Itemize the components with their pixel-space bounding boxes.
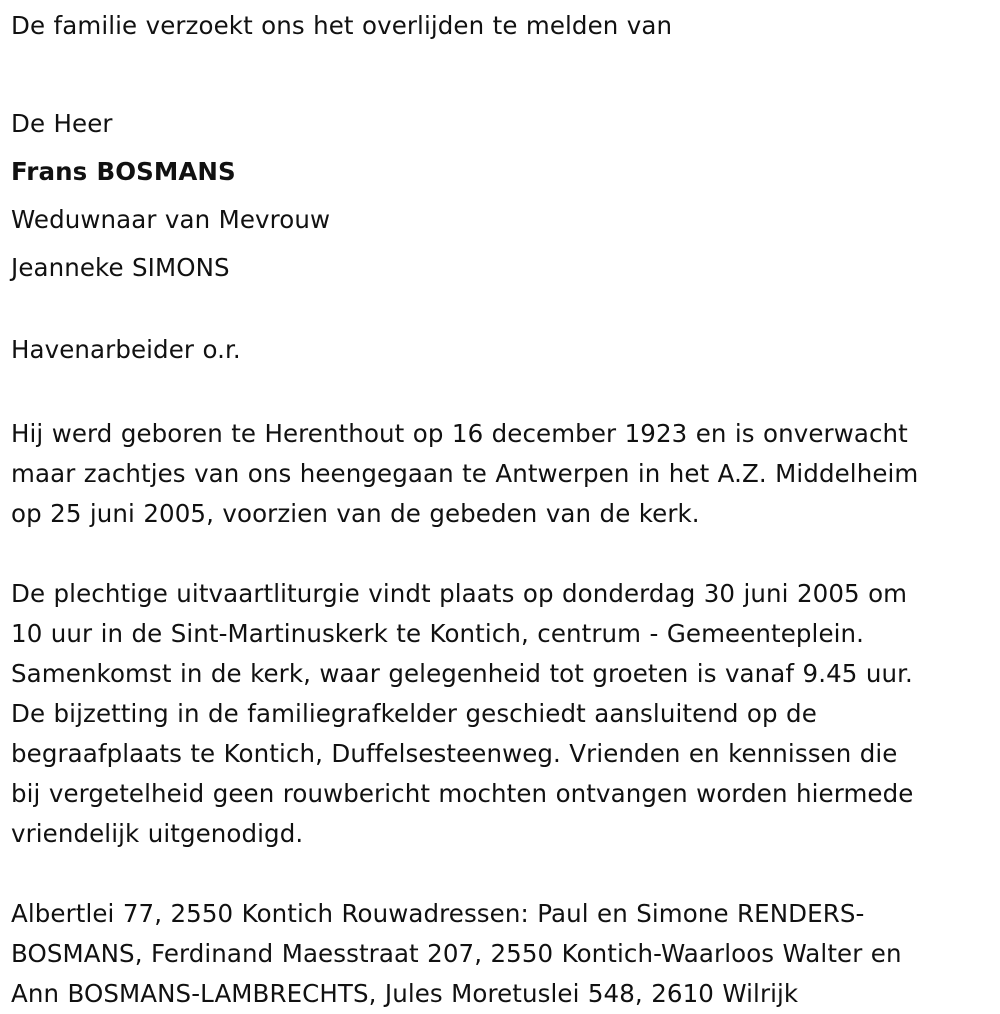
paragraph-line: De plechtige uitvaartliturgie vindt plaats op donderdag 30 juni 2005 om <box>11 579 908 608</box>
birth-death-paragraph <box>11 414 996 534</box>
paragraph-line: maar zachtjes van ons heengegaan te Antwerpen in het A.Z. Middelheim <box>11 459 919 488</box>
paragraph-line: bij vergetelheid geen rouwbericht mochten ontvangen worden hiermede <box>11 779 914 808</box>
paragraph-line: Albertlei 77, 2550 Kontich Rouwadressen: Paul en Simone RENDERS- <box>11 899 865 928</box>
paragraph-line: vriendelijk uitgenodigd. <box>11 819 304 848</box>
spacer <box>11 534 996 574</box>
spacer <box>11 298 996 332</box>
paragraph-line: De bijzetting in de familiegrafkelder geschiedt aansluitend op de <box>11 699 817 728</box>
paragraph-line: Ann BOSMANS-LAMBRECHTS, Jules Moretuslei 548, 2610 Wilrijk <box>11 979 799 1008</box>
obituary-notice <box>11 8 996 1014</box>
paragraph-line: begraafplaats te Kontich, Duffelsesteenweg. Vrienden en kennissen die <box>11 739 898 768</box>
spacer <box>11 854 996 894</box>
paragraph-line: BOSMANS, Ferdinand Maesstraat 207, 2550 Kontich-Waarloos Walter en <box>11 939 902 968</box>
spacer <box>11 56 996 106</box>
widower-line-2: Jeanneke SIMONS <box>11 253 230 282</box>
funeral-paragraph <box>11 574 996 854</box>
profession: Havenarbeider o.r. <box>11 335 241 364</box>
paragraph-line: op 25 juni 2005, voorzien van de gebeden van de kerk. <box>11 499 700 528</box>
deceased-name: Frans BOSMANS <box>11 157 236 186</box>
address-paragraph <box>11 894 996 1014</box>
widower-line-1: Weduwnaar van Mevrouw <box>11 205 331 234</box>
intro-line: De familie verzoekt ons het overlijden te melden van <box>11 11 673 40</box>
honorific: De Heer <box>11 109 113 138</box>
spacer <box>11 380 996 414</box>
paragraph-line: 10 uur in de Sint-Martinuskerk te Kontich, centrum - Gemeenteplein. <box>11 619 865 648</box>
paragraph-line: Hij werd geboren te Herenthout op 16 december 1923 en is onverwacht <box>11 419 908 448</box>
paragraph-line: Samenkomst in de kerk, waar gelegenheid tot groeten is vanaf 9.45 uur. <box>11 659 913 688</box>
